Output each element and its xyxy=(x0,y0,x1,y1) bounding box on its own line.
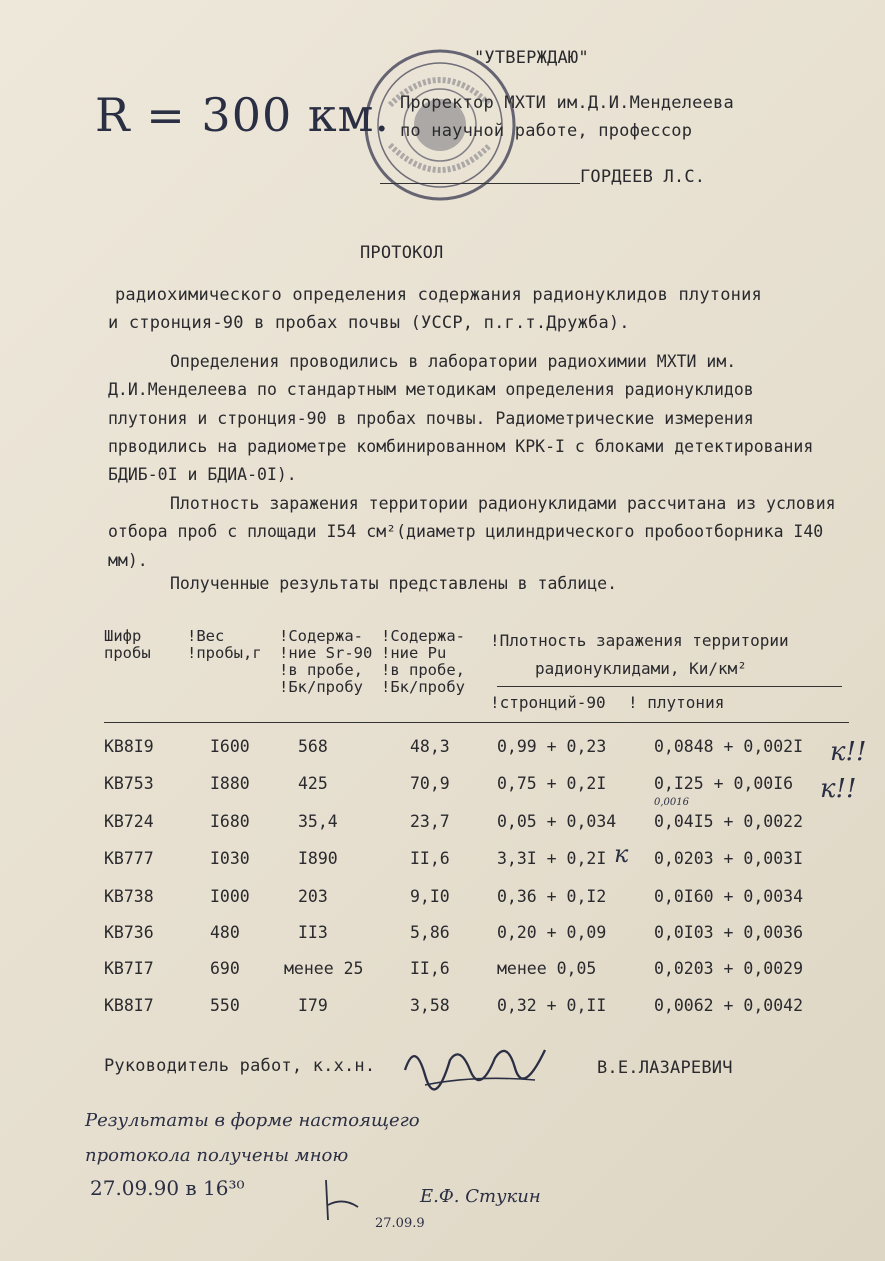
cell-density-pu: 0,0I03 + 0,0036 xyxy=(654,923,804,942)
margin-note-2: к!! xyxy=(820,774,857,804)
signature-scribble xyxy=(395,1030,555,1095)
table-header-code: Шифр пробы xyxy=(104,627,151,662)
paragraph-method: Определения проводились в лаборатории радиохимии МХТИ им. Д.И.Менделеева по стандартным методикам определения радионуклидов плутония и стронция-90 в пробах почвы. Радиометрические измерения прводились на радиометре комбинированном КРК-I с блоками детектирования БДИБ-0I и БДИА-0I). xyxy=(108,352,814,485)
table-subheader-rule xyxy=(497,686,842,687)
cell-pu: 23,7 xyxy=(410,812,450,831)
approval-name: ГОРДЕЕВ Л.С. xyxy=(580,167,706,187)
margin-note-1: к!! xyxy=(830,737,867,767)
cell-density-sr: 0,99 + 0,23 xyxy=(497,737,607,756)
handwritten-note-line2: протокола получены мною xyxy=(85,1145,349,1166)
cell-code: КВ7I7 xyxy=(104,959,154,978)
cell-weight: 480 xyxy=(210,923,240,942)
cell-density-sr: 0,05 + 0,034 xyxy=(497,812,617,831)
approval-title: "УТВЕРЖДАЮ" xyxy=(474,48,589,68)
handwritten-note-date: 27.09.90 в 16³⁰ xyxy=(90,1176,245,1200)
cell-density-sr: 0,20 + 0,09 xyxy=(497,923,607,942)
cell-pu: 48,3 xyxy=(410,737,450,756)
handwritten-initials xyxy=(318,1175,378,1225)
cell-density-pu: 0,0848 + 0,002I xyxy=(654,737,804,756)
cell-code: КВ724 xyxy=(104,812,154,831)
cell-weight: I680 xyxy=(210,812,250,831)
cell-pu: II,6 xyxy=(410,849,450,868)
approval-line1: Проректор МХТИ им.Д.И.Менделеева xyxy=(400,93,734,113)
cell-density-pu: 0,0203 + 0,003I xyxy=(654,849,804,868)
cell-pu: 9,I0 xyxy=(410,887,450,906)
cell-sr: 425 xyxy=(298,774,328,793)
margin-note-3: 0,0016 xyxy=(654,797,689,808)
cell-sr: II3 xyxy=(298,923,328,942)
approval-signature-line xyxy=(380,183,580,184)
cell-code: КВ8I9 xyxy=(104,737,154,756)
cell-sr: I890 xyxy=(298,849,338,868)
doc-title: ПРОТОКОЛ xyxy=(360,243,444,263)
cell-pu: 5,86 xyxy=(410,923,450,942)
approval-line2: по научной работе, профессор xyxy=(400,121,693,141)
table-header-sr: !Содержа- !ние Sr-90 !в пробе, !Бк/пробу xyxy=(279,627,373,696)
signature-name: В.Е.ЛАЗАРЕВИЧ xyxy=(597,1058,733,1078)
cell-code: КВ738 xyxy=(104,887,154,906)
cell-weight: I000 xyxy=(210,887,250,906)
cell-density-pu: 0,04I5 + 0,0022 xyxy=(654,812,804,831)
cell-density-pu: 0,0062 + 0,0042 xyxy=(654,996,804,1015)
cell-weight: 690 xyxy=(210,959,240,978)
table-header-pu: !Содержа- !ние Pu !в пробе, !Бк/пробу xyxy=(381,627,465,696)
cell-sr: 568 xyxy=(298,737,328,756)
cell-density-sr: 0,36 + 0,I2 xyxy=(497,887,607,906)
paragraph-results: Полученные результаты представлены в таблице. xyxy=(170,574,618,593)
cell-density-pu: 0,0I60 + 0,0034 xyxy=(654,887,804,906)
table-header-density-pu: ! плутония xyxy=(628,693,725,712)
cell-code: КВ753 xyxy=(104,774,154,793)
cell-density-sr: 0,32 + 0,II xyxy=(497,996,607,1015)
cell-density-sr: менее 0,05 xyxy=(497,959,597,978)
table-header-density-sr: !стронций-90 xyxy=(490,693,606,712)
cell-density-sr: 0,75 + 0,2I xyxy=(497,774,607,793)
cell-weight: I030 xyxy=(210,849,250,868)
cell-density-pu: 0,I25 + 0,00I6 xyxy=(654,774,794,793)
handwritten-radius-note: R = 300 км. xyxy=(95,88,390,142)
cell-weight: I880 xyxy=(210,774,250,793)
cell-sr: 203 xyxy=(298,887,328,906)
cell-code: КВ8I7 xyxy=(104,996,154,1015)
table-header-weight: !Вес !пробы,г xyxy=(187,627,262,662)
cell-density-pu: 0,0203 + 0,0029 xyxy=(654,959,804,978)
table-header-density-unit: радионуклидами, Ки/км² xyxy=(535,659,747,678)
cell-pu: II,6 xyxy=(410,959,450,978)
cell-pu: 70,9 xyxy=(410,774,450,793)
cell-code: КВ736 xyxy=(104,923,154,942)
handwritten-note-line1: Результаты в форме настоящего xyxy=(85,1110,420,1131)
cell-sr: 35,4 xyxy=(298,812,338,831)
handwritten-note-name: Е.Ф. Стукин xyxy=(420,1186,541,1207)
paragraph-density: Плотность заражения территории радионуклидами рассчитана из условия отбора проб с площади I54 см²(диаметр цилиндрического пробоотборника I40 мм). xyxy=(108,494,836,570)
cell-pu: 3,58 xyxy=(410,996,450,1015)
margin-note-4: к xyxy=(614,840,629,868)
cell-density-sr: 3,3I + 0,2I xyxy=(497,849,607,868)
cell-sr: менее 25 xyxy=(284,959,364,978)
cell-code: КВ777 xyxy=(104,849,154,868)
table-header-density: !Плотность заражения территории xyxy=(490,631,789,650)
cell-weight: 550 xyxy=(210,996,240,1015)
table-header-rule xyxy=(104,722,849,723)
handwritten-note-date2: 27.09.9 xyxy=(375,1216,425,1231)
cell-sr: I79 xyxy=(298,996,328,1015)
subtitle-line2: и стронция-90 в пробах почвы (УССР, п.г.т.Дружба). xyxy=(108,313,630,333)
signature-label: Руководитель работ, к.х.н. xyxy=(104,1056,376,1076)
cell-weight: I600 xyxy=(210,737,250,756)
subtitle-line1: радиохимического определения содержания радионуклидов плутония xyxy=(115,285,762,305)
